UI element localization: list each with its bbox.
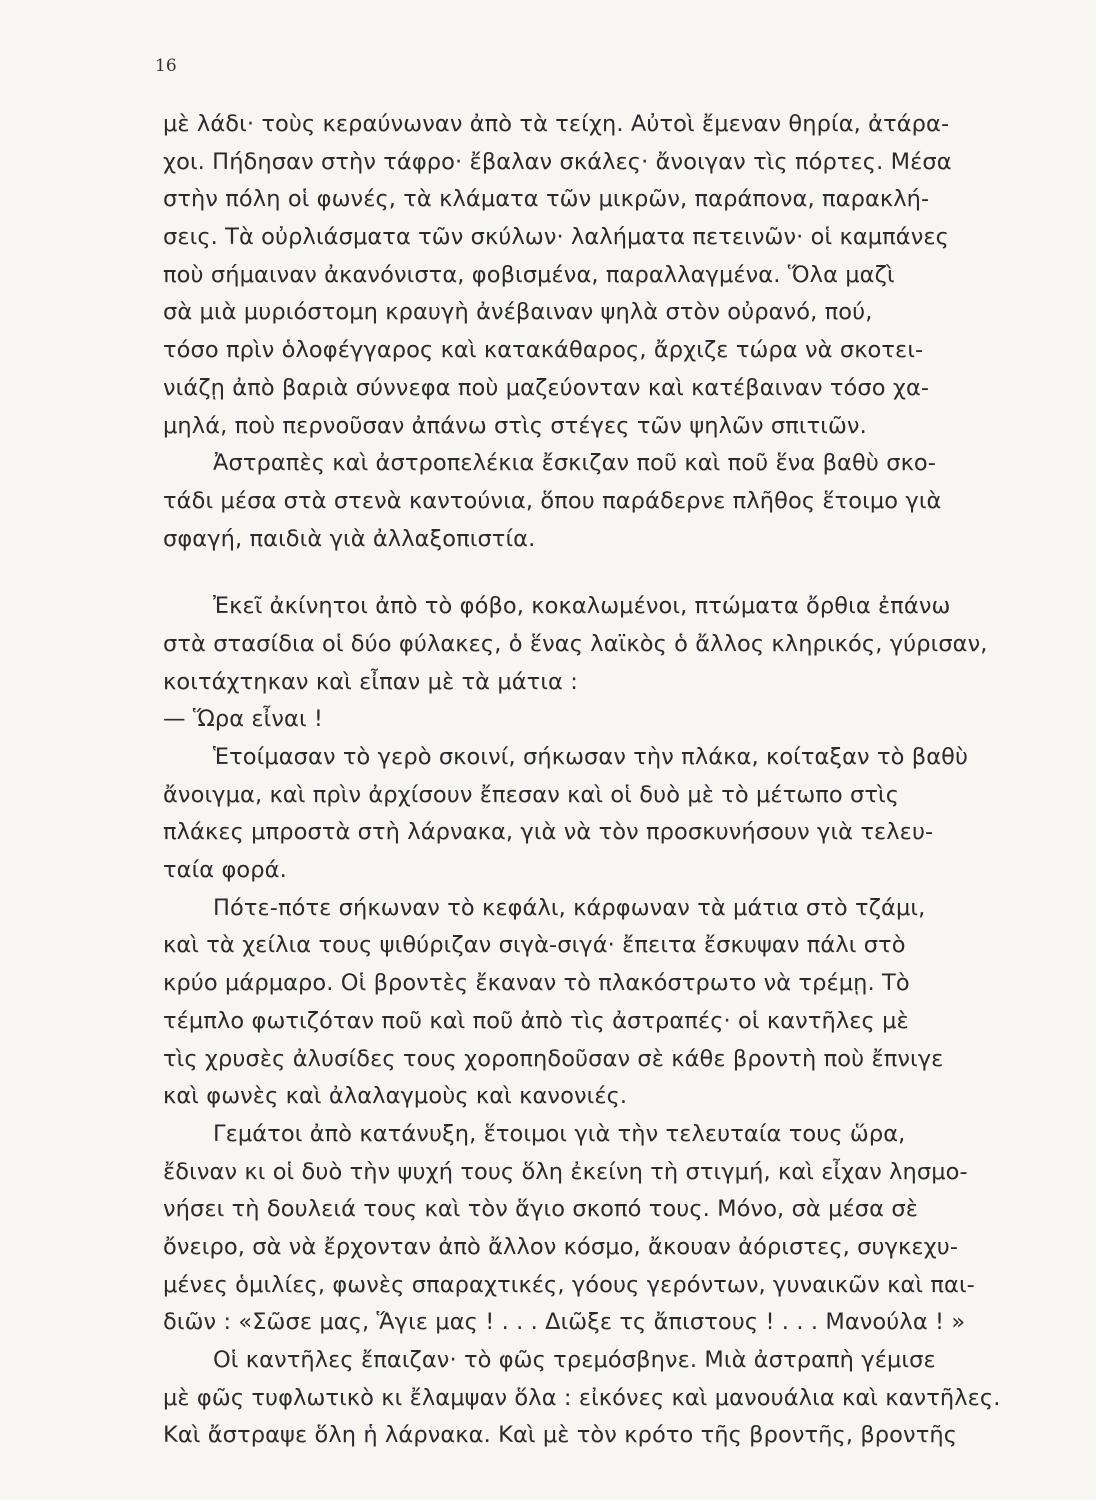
text-line: μὲ λάδι· τοὺς κεραύνωναν ἀπὸ τὰ τείχη. Αὐτοὶ ἔμεναν θηρία, ἀτάρα- <box>163 111 950 137</box>
text-line: τέμπλο φωτιζόταν ποῦ καὶ ποῦ ἀπὸ τὶς ἀστραπές· οἱ καντῆλες μὲ <box>163 1007 909 1034</box>
text-line: διῶν : «Σῶσε μας, Ἅγιε μας ! . . . Διῶξε τς ἄπιστους ! . . . Μανούλα ! » <box>163 1309 966 1336</box>
text-line: τάδι μέσα στὰ στενὰ καντούνια, ὅπου παράδερνε πλῆθος ἕτοιμο γιὰ <box>163 487 942 514</box>
text-line: ταία φορά. <box>163 857 287 884</box>
text-line: μηλά, ποὺ περνοῦσαν ἀπάνω στὶς στέγες τῶν ψηλῶν σπιτιῶν. <box>163 412 867 439</box>
text-line: σὰ μιὰ μυριόστομη κραυγὴ ἀνέβαιναν ψηλὰ στὸν οὐρανό, πού, <box>163 299 873 326</box>
page-number: 16 <box>155 56 177 76</box>
text-line: σφαγή, παιδιὰ γιὰ ἀλλαξοπιστία. <box>163 525 536 552</box>
text-line: μένες ὁμιλίες, φωνὲς σπαραχτικές, γόους γερόντων, γυναικῶν καὶ παι- <box>163 1271 975 1298</box>
text-line: Ἐκεῖ ἀκίνητοι ἀπὸ τὸ φόβο, κοκαλωμένοι, πτώματα ὄρθια ἐπάνω <box>213 593 951 620</box>
text-line: κρύο μάρμαρο. Οἱ βροντὲς ἔκαναν τὸ πλακόστρωτο νὰ τρέμῃ. Τὸ <box>163 970 910 997</box>
text-line: χοι. Πήδησαν στὴν τάφρο· ἔβαλαν σκάλες· ἄνοιγαν τὶς πόρτες. Μέσα <box>163 148 952 175</box>
text-line: πλάκες μπροστὰ στὴ λάρνακα, γιὰ νὰ τὸν προσκυνήσουν γιὰ τελευ- <box>163 819 934 846</box>
text-line: τὶς χρυσὲς ἀλυσίδες τους χοροπηδοῦσαν σὲ κάθε βροντὴ ποὺ ἔπνιγε <box>163 1045 944 1072</box>
text-line: νιάζῃ ἀπὸ βαριὰ σύννεφα ποὺ μαζεύονταν καὶ κατέβαιναν τόσο χα- <box>163 374 930 401</box>
text-line: ἄνοιγμα, καὶ πρὶν ἀρχίσουν ἔπεσαν καὶ οἱ δυὸ μὲ τὸ μέτωπο στὶς <box>163 781 900 808</box>
text-line: Οἱ καντῆλες ἔπαιζαν· τὸ φῶς τρεμόσβηνε. Μιὰ ἀστραπὴ γέμισε <box>213 1347 936 1373</box>
body-text <box>163 106 1043 1455</box>
text-line: Πότε-πότε σήκωναν τὸ κεφάλι, κάρφωναν τὰ μάτια στὸ τζάμι, <box>213 894 926 921</box>
text-line: νήσει τὴ δουλειά τους καὶ τὸν ἅγιο σκοπό τους. Μόνο, σὰ μέσα σὲ <box>163 1196 918 1223</box>
text-line: καὶ φωνὲς καὶ ἀλαλαγμοὺς καὶ κανονιές. <box>163 1083 628 1110</box>
text-line: μὲ φῶς τυφλωτικὸ κι ἔλαμψαν ὅλα : εἰκόνες καὶ μανουάλια καὶ καντῆλες. <box>163 1384 1001 1411</box>
text-line: ἔδιναν κι οἱ δυὸ τὴν ψυχή τους ὅλη ἐκείνη τὴ στιγμή, καὶ εἶχαν λησμο- <box>163 1158 968 1185</box>
text-line: Γεμάτοι ἀπὸ κατάνυξη, ἕτοιμοι γιὰ τὴν τελευταία τους ὥρα, <box>213 1120 906 1147</box>
text-line: ὄνειρο, σὰ νὰ ἔρχονταν ἀπὸ ἄλλον κόσμο, ἄκουαν ἀόριστες, συγκεχυ- <box>163 1233 959 1260</box>
text-line: στὴν πόλη οἱ φωνές, τὰ κλάματα τῶν μικρῶν, παράπονα, παρακλή- <box>163 186 930 213</box>
text-line: τόσο πρὶν ὁλοφέγγαρος καὶ κατακάθαρος, ἄρχιζε τώρα νὰ σκοτει- <box>163 337 924 364</box>
text-line: Ἀστραπὲς καὶ ἀστροπελέκια ἔσκιζαν ποῦ καὶ ποῦ ἕνα βαθὺ σκο- <box>213 450 937 477</box>
text-line: στὰ στασίδια οἱ δύο φύλακες, ὁ ἕνας λαϊκὸς ὁ ἄλλος κληρικός, γύρισαν, <box>163 630 988 657</box>
text-line: Ἑτοίμασαν τὸ γερὸ σκοινί, σήκωσαν τὴν πλάκα, κοίταξαν τὸ βαθὺ <box>213 744 969 770</box>
text-line: Καὶ ἄστραψε ὅλη ἡ λάρνακα. Καὶ μὲ τὸν κρότο τῆς βροντῆς, βροντῆς <box>163 1422 958 1449</box>
text-line: καὶ τὰ χείλια τους ψιθύριζαν σιγὰ-σιγά· ἔπειτα ἔσκυψαν πάλι στὸ <box>163 932 906 959</box>
text-line: σεις. Τὰ οὐρλιάσματα τῶν σκύλων· λαλήματα πετεινῶν· οἱ καμπάνες <box>163 224 949 251</box>
text-line: ποὺ σήμαιναν ἀκανόνιστα, φοβισμένα, παραλλαγμένα. Ὅλα μαζὶ <box>163 261 895 288</box>
text-line: κοιτάχτηκαν καὶ εἶπαν μὲ τὰ μάτια : <box>163 668 578 695</box>
text-line: — Ὥρα εἶναι ! <box>163 706 324 733</box>
